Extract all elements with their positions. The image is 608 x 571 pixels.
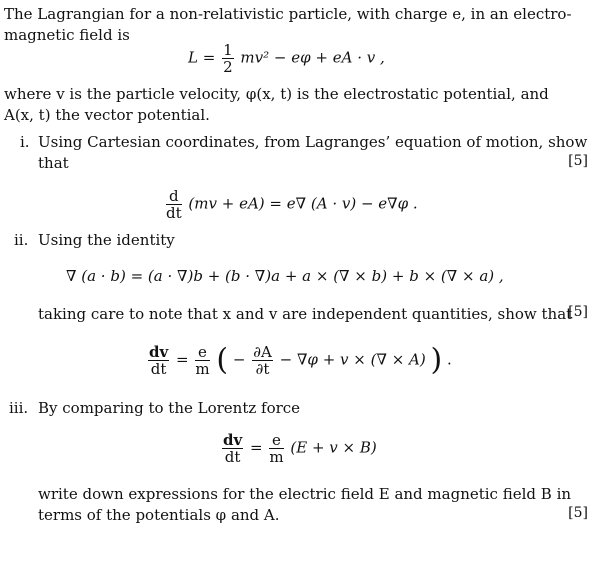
e-numerator: e [195,344,209,361]
part-ii-equation-rest: − ∇φ + v × (∇ × A) [279,350,426,369]
part-i-text-1: Using Cartesian coordinates, from Lagranges’ equation of motion, show [38,133,588,151]
period: . [447,350,452,369]
dv-dt-fraction-2 [222,432,243,465]
dt-denominator-2: ∂t [255,360,270,378]
part-iii-label: iii. [9,399,29,417]
intro-line-4: A(x, t) the vector potential. [4,106,210,124]
dt-denominator-3: dt [224,448,241,466]
part-iii-marks: [5] [568,505,588,521]
equals-sign-2: = [250,438,263,457]
da-numerator: ∂A [253,343,272,361]
part-i-equation [164,188,418,221]
m-denominator: m [195,360,210,378]
half-denominator: 2 [223,58,233,76]
intro-line-1: The Lagrangian for a non-relativistic particle, with charge e, in an electro- [4,5,572,23]
part-ii-marks: [5] [568,304,588,320]
lorentz-equation [220,432,377,465]
dt-denominator: dt [150,360,167,378]
lagrangian-rhs: mv² − eφ + eA · v , [240,48,385,67]
part-iii-text-3: terms of the potentials φ and A. [38,506,280,524]
part-i-text-2: that [38,154,69,172]
lorentz-rest: (E + v × B) [290,438,377,457]
da-dt-fraction [252,344,273,377]
lagrangian-equation [188,42,385,75]
d-dt-fraction [166,188,182,221]
d-numerator: d [166,188,182,205]
half-fraction [222,42,234,75]
minus-sign: − [232,350,246,369]
part-i-marks: [5] [568,153,588,169]
half-numerator: 1 [223,41,233,59]
part-ii-text-2: taking care to note that x and v are independent quantities, show that [38,305,573,323]
part-i-equation-rhs: (mv + eA) = e∇ (A · v) − e∇φ . [188,194,418,213]
part-iii-text-2: write down expressions for the electric field E and magnetic field B in [38,485,572,503]
equals-sign: = [176,350,189,369]
part-iii-text-1: By comparing to the Lorentz force [38,399,301,417]
part-ii-label: ii. [14,231,29,249]
left-paren: ( [216,342,229,378]
dt-denominator: dt [166,204,182,222]
lagrangian-lhs: L = [188,48,216,67]
m-denominator-2: m [269,448,284,466]
part-ii-equation [146,344,452,377]
part-ii-text-1: Using the identity [38,231,175,249]
dv-numerator: dv [149,343,169,361]
dv-numerator-2: dv [223,431,243,449]
intro-line-2: magnetic field is [4,26,130,44]
vector-identity-text: ∇ (a · b) = (a · ∇)b + (b · ∇)a + a × (∇ × b) + b × (∇ × a) , [66,267,504,285]
part-i-label: i. [20,133,30,151]
right-paren: ) [430,342,443,378]
dv-dt-fraction [148,344,169,377]
e-numerator-2: e [269,432,283,449]
intro-line-3: where v is the particle velocity, φ(x, t) is the electrostatic potential, and [4,85,549,103]
vector-identity [66,266,504,286]
e-over-m-fraction [195,344,209,377]
e-over-m-fraction-2 [269,432,283,465]
